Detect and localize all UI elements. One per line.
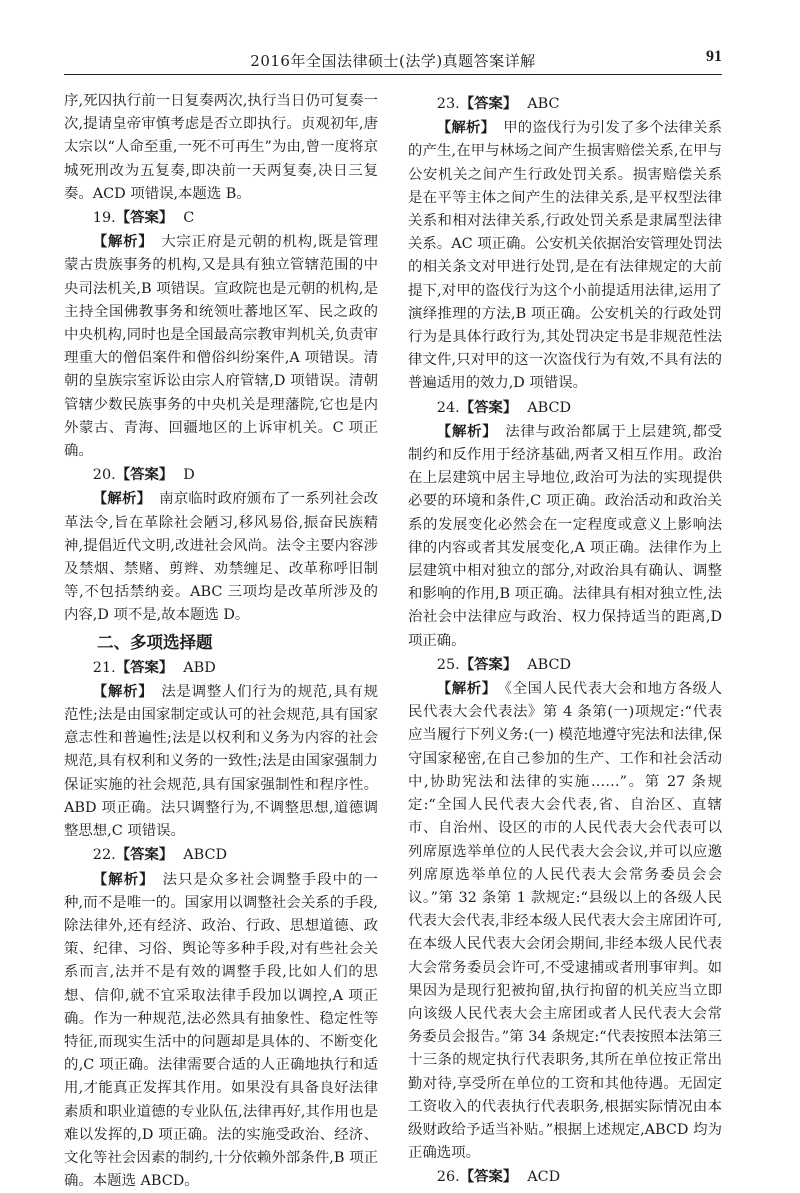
answer-value: D bbox=[183, 467, 195, 483]
answer-line bbox=[408, 92, 722, 116]
answer-value: ABCD bbox=[527, 657, 571, 673]
answer-tag: 【答案】 bbox=[116, 209, 174, 226]
continuation-paragraph: 序,死囚执行前一日复奏两次,执行当日仍可复奏一次,提请皇帝审慎考虑是否立即执行。贞观初年,唐太宗以“人命至重,一死不可再生”为由,曾一度将京城死刑改为五复奏,即决前一天两复奏,决日三复奏。ACD 项错误,本题选 B。 bbox=[64, 90, 378, 206]
question-number: 23. bbox=[437, 96, 460, 112]
analysis-paragraph bbox=[408, 677, 722, 1165]
analysis-paragraph bbox=[408, 116, 722, 395]
analysis-tag: 【解析】 bbox=[437, 119, 495, 136]
question-25 bbox=[408, 653, 722, 1165]
analysis-tag: 【解析】 bbox=[93, 490, 151, 507]
question-number: 24. bbox=[437, 400, 460, 416]
analysis-text: 大宗正府是元朝的机构,既是管理蒙古贵族事务的机构,又是具有独立管辖范围的中央司法机关,B 项错误。宣政院也是元朝的机构,是主持全国佛教事务和统领吐蕃地区军、民之政的中央机构,同时也是全国最高宗教审判机关,负责审理重大的僧侣案件和僧俗纠纷案件,A 项错误。清朝的皇族宗室诉讼由宗人府管辖,D 项错误。清朝管辖少数民族事务的中央机关是理藩院,它也是内外蒙古、青海、回疆地区的上诉审机关。C 项正确。 bbox=[64, 234, 378, 459]
analysis-text: 《全国人民代表大会和地方各级人民代表大会代表法》第 4 条第(一)项规定:“代表应当履行下列义务:(一) 模范地遵守宪法和法律,保守国家秘密,在自己参加的生产、工作和社会活动中,协助宪法和法律的实施……”。第 27 条规定:“全国人民代表大会代表,省、自治区、直辖市、自治州、设区的市的人民代表大会代表可以列席原选举单位的人民代表大会会议,并可以应邀列席原选举单位的人民代表大会常务委员会会议。”第 32 条第 1 款规定:“县级以上的各级人民代表大会代表,非经本级人民代表大会主席团许可,在本级人民代表大会闭会期间,非经本级人民代表大会常务委员会许可,不受逮捕或者刑事审判。如果因为是现行犯被拘留,执行拘留的机关应当立即向该级人民代表大会主席团或者人民代表大会常务委员会报告。”第 34 条规定:“代表按照本法第三十三条的规定执行代表职务,其所在单位按正常出勤对待,享受所在单位的工资和其他待遇。无固定工资收入的代表执行代表职务,根据实际情况由本级财政给予适当补贴。”根据上述规定,ABCD 均为正确选项。 bbox=[408, 681, 722, 1161]
question-19 bbox=[64, 206, 378, 463]
answer-value: ABCD bbox=[527, 400, 571, 416]
answer-line bbox=[64, 656, 378, 680]
answer-tag: 【答案】 bbox=[460, 656, 518, 673]
question-number: 22. bbox=[93, 847, 116, 863]
question-number: 19. bbox=[93, 210, 116, 226]
left-column bbox=[64, 90, 378, 1193]
analysis-tag: 【解析】 bbox=[93, 871, 155, 888]
answer-value: ABC bbox=[527, 96, 559, 112]
analysis-tag: 【解析】 bbox=[437, 423, 498, 440]
analysis-text: 南京临时政府颁布了一系列社会改革法令,旨在革除社会陋习,移风易俗,振奋民族精神,提倡近代文明,改进社会风尚。法令主要内容涉及禁烟、禁赌、剪辫、劝禁缠足、改革称呼旧制等,不包括禁纳妾。ABC 三项均是改革所涉及的内容,D 项不是,故本题选 D。 bbox=[64, 491, 378, 623]
answer-tag: 【答案】 bbox=[116, 846, 174, 863]
question-26 bbox=[408, 1165, 722, 1189]
analysis-text: 甲的盗伐行为引发了多个法律关系的产生,在甲与林场之间产生损害赔偿关系,在甲与公安机关之间产生行政处罚关系。损害赔偿关系是在平等主体之间产生的法律关系,是平权型法律关系和相对法律关系,行政处罚关系是隶属型法律关系。AC 项正确。公安机关依据治安管理处罚法的相关条文对甲进行处罚,是在有法律规定的大前提下,对甲的盗伐行为这个小前提适用法律,运用了演绎推理的方法,B 项正确。公安机关的行政处罚行为是具体行政行为,其处罚决定书是非规范性法律文件,只对甲的这一次盗伐行为有效,不具有法的普遍适用的效力,D 项错误。 bbox=[408, 120, 722, 391]
answer-tag: 【答案】 bbox=[460, 95, 518, 112]
analysis-paragraph bbox=[408, 420, 722, 653]
answer-line bbox=[64, 463, 378, 487]
answer-line bbox=[408, 396, 722, 420]
question-23 bbox=[408, 92, 722, 396]
question-22 bbox=[64, 843, 378, 1193]
analysis-text: 法只是众多社会调整手段中的一种,而不是唯一的。国家用以调整社会关系的手段,除法律外,还有经济、政治、行政、思想道德、政策、纪律、习俗、舆论等多种手段,对有些社会关系而言,法并不是有效的调整手段,比如人们的思想、信仰,就不宜采取法律手段加以调控,A 项正确。作为一种规范,法必然具有抽象性、稳定性等特征,而现实生活中的问题却是具体的、不断变化的,C 项正确。法律需要合适的人正确地执行和适用,才能真正发挥其作用。如果没有具备良好法律素质和职业道德的专业队伍,法律再好,其作用也是难以发挥的,D 项正确。法的实施受政治、经济、文化等社会因素的制约,十分依赖外部条件,B 项正确。本题选 ABCD。 bbox=[64, 872, 378, 1190]
analysis-tag: 【解析】 bbox=[93, 233, 154, 250]
question-24 bbox=[408, 396, 722, 653]
analysis-paragraph bbox=[64, 868, 378, 1193]
analysis-paragraph bbox=[64, 680, 378, 843]
analysis-text: 法律与政治都属于上层建筑,都受制约和反作用于经济基础,两者又相互作用。政治在上层建筑中居主导地位,政治可为法的实现提供必要的环境和条件,C 项正确。政治活动和政治关系的发展变化必然会在一定程度或意义上影响法律的内容或者其发展变化,A 项正确。法律作为上层建筑中相对独立的部分,对政治具有确认、调整和影响的作用,B 项正确。法律具有相对独立性,法治社会中法律应与政治、权力保持适当的距离,D 项正确。 bbox=[408, 424, 722, 649]
answer-value: ACD bbox=[527, 1169, 560, 1185]
answer-tag: 【答案】 bbox=[116, 466, 174, 483]
right-column bbox=[408, 90, 722, 1190]
running-header bbox=[64, 44, 722, 75]
section-heading: 二、多项选择题 bbox=[64, 630, 378, 656]
answer-tag: 【答案】 bbox=[460, 1168, 518, 1185]
question-20 bbox=[64, 463, 378, 627]
answer-tag: 【答案】 bbox=[116, 659, 174, 676]
answer-value: ABCD bbox=[183, 847, 227, 863]
question-number: 26. bbox=[437, 1169, 460, 1185]
answer-line bbox=[408, 1165, 722, 1189]
answer-value: C bbox=[183, 210, 194, 226]
analysis-paragraph bbox=[64, 487, 378, 627]
answer-tag: 【答案】 bbox=[460, 399, 518, 416]
answer-line bbox=[64, 206, 378, 230]
analysis-text: 法是调整人们行为的规范,具有规范性;法是由国家制定或认可的社会规范,具有国家意志性和普遍性;法是以权利和义务为内容的社会规范,具有权利和义务的一致性;法是由国家强制力保证实施的社会规范,具有国家强制性和程序性。ABD 项正确。法只调整行为,不调整思想,道德调整思想,C 项错误。 bbox=[64, 684, 378, 839]
analysis-tag: 【解析】 bbox=[93, 683, 154, 700]
answer-line bbox=[64, 843, 378, 867]
page-number: 91 bbox=[706, 48, 722, 66]
analysis-tag: 【解析】 bbox=[437, 680, 497, 697]
header-title: 2016年全国法律硕士(法学)真题答案详解 bbox=[64, 50, 722, 71]
analysis-paragraph bbox=[64, 230, 378, 463]
question-number: 20. bbox=[93, 467, 116, 483]
question-21 bbox=[64, 656, 378, 844]
answer-value: ABD bbox=[183, 660, 216, 676]
question-number: 25. bbox=[437, 657, 460, 673]
answer-line bbox=[408, 653, 722, 677]
question-number: 21. bbox=[93, 660, 116, 676]
